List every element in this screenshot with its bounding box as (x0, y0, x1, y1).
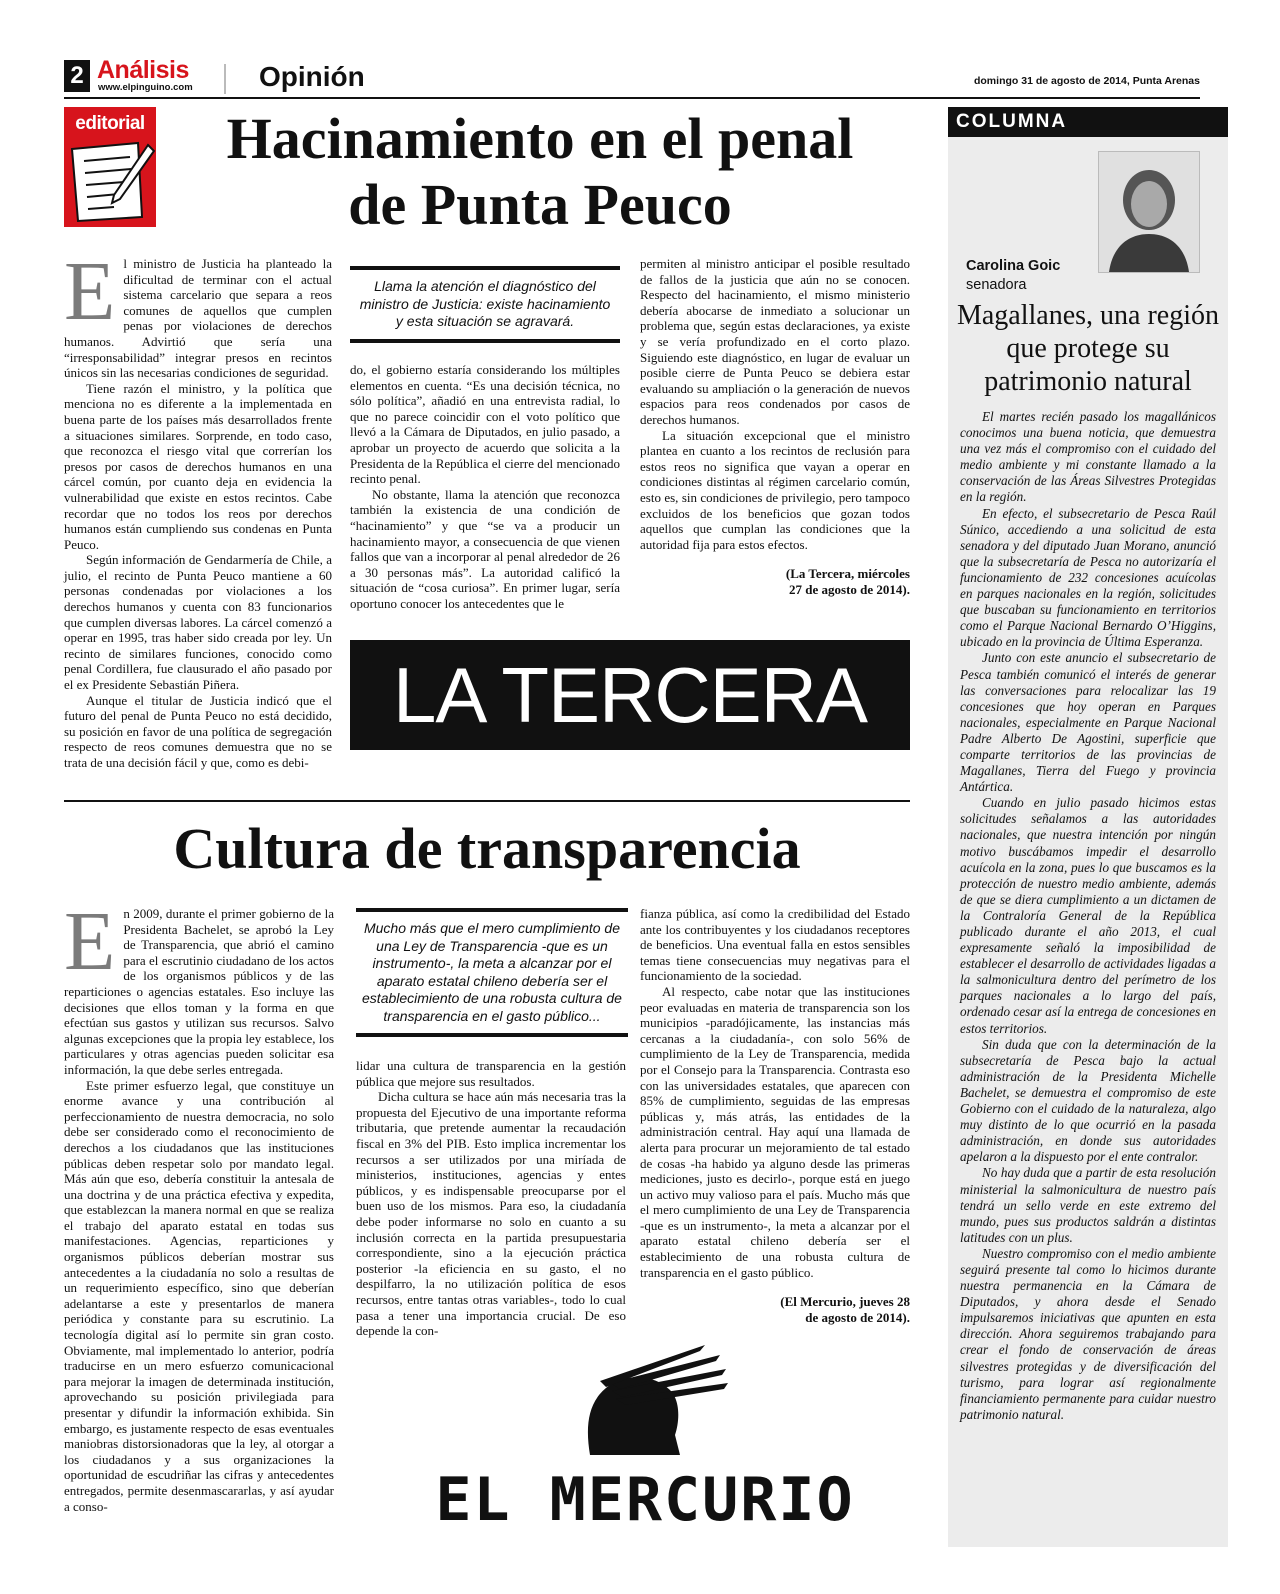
article2-pull-quote: Mucho más que el mero cumplimiento de una Ley de Transparencia -que es un instrumento-, la meta a alcanzar por el aparato estatal chileno debería ser el establecimiento de una robusta cultura de transparencia en el gasto público... (356, 908, 628, 1037)
column-body (960, 409, 1216, 1423)
article1-column-3 (640, 256, 910, 597)
article2-paragraph: Este primer esfuerzo legal, que constituye un enorme avance y una contribución al perfeccionamiento de nuestra democracia, no solo debe ser considerado como el reconocimiento de derechos a los ciudadanos que las instituciones públicas deben respetar solo por mandato legal. Más aún que eso, debería constituir la antesala de una doctrina y de una práctica efectiva y expedita, que establezcan la manera normal en que se realiza el trabajo del aparato estatal en todas sus manifestaciones. Agencias, reparticiones y organismos públicos deberían mostrar sus antecedentes a la ciudadanía no solo a resultas de un requerimiento específico, sino que deberían adelantarse a este y presentarlos de manera periódica y constante para su escrutinio. La tecnología digital así lo permite sin gran costo. Obviamente, mal implementado lo anterior, podría traducirse en un mero esfuerzo comunicacional para mejorar la imagen de determinada institución, aprovechando su posición privilegiada para presentar y difundir la información exhibida. Sin embargo, es justamente respecto de esas eventuales maniobras distorsionadoras que la ley, al otorgar a los ciudadanos y a sus organizaciones la oportunidad de escudriñar las cifras y antecedentes entregados, permite desenmascararlas, y así ayudar a conso- (64, 1077, 334, 1514)
article1-paragraph: do, el gobierno estaría considerando los múltiples elementos en cuenta. “Es una decisión técnica, no sólo política”, añadió en una entrevista radial, lo que no parece coincidir con el voto político que llevó a la Cámara de Diputados, en julio pasado, a aprobar un proyecto de acuerdo que solicita a la Presidenta de la República el cierre del mencionado recinto penal. (350, 362, 620, 487)
article2-column-2 (356, 1058, 626, 1339)
article2-column-1 (64, 895, 334, 1514)
article1-signature-line1: (La Tercera, miércoles (785, 566, 910, 582)
author-photo (1098, 151, 1200, 273)
article1-signature (640, 566, 910, 597)
column-paragraph: El martes recién pasado los magallánicos conocimos una buena noticia, que demuestra una vez más el compromiso con el cuidado del medio ambiente y mi constante llamado a la conservación de las Áreas Silvestres Protegidas en la región. (960, 409, 1216, 505)
article1-paragraph: No obstante, llama la atención que reconozca también la existencia de una condición de “hacinamiento” y que “se va a producir un hacinamiento mayor, a consecuencia de que vienen fallos que van a incorporar al penal alrededor de 26 a 30 personas más”. La autoridad calificó la situación de “cosa curiosa”. En primer lugar, sería oportuno conocer los antecedentes que le (350, 486, 620, 611)
column-paragraph: Nuestro compromiso con el medio ambiente seguirá presente tal como lo hicimos durante nuestra permanencia en la Cámara de Diputados, y ahora desde el Senado impulsaremos iniciativas que apunten en esta dirección. Ahora seguiremos trabajando para crear el fondo de conservación de áreas silvestres protegidas y de diversificación del turismo, para lograr así regionalmente financiamiento permanente para cuidar nuestro patrimonio natural. (960, 1245, 1216, 1422)
la-tercera-logo-text: LA TERCERA (392, 651, 868, 739)
brand-logo: Análisis (97, 56, 189, 84)
article1-paragraph: Tiene razón el ministro, y la política que menciona no es diferente a la implementada en buena parte de los países más desarrollados frente a situaciones similares. Sorprende, en todo caso, que reconozca el riesgo vital que correrían los presos por casos de derechos humanos en una cárcel común, por cuanto deja en evidencia la vulnerabilidad que existe en estos recintos. Cabe recordar que no todos los reos por derechos humanos están cumpliendo sus condenas en Punta Peuco. (64, 380, 332, 552)
article1-paragraph: l ministro de Justicia ha planteado la dificultad de terminar con el actual sistema carcelario que separa a reos comunes de aquellos que cumplen penas por violaciones de derechos humanos. Advirtió que sería una “irresponsabilidad” integrar presos en recintos únicos sin las necesarias condiciones de seguridad. (64, 256, 332, 381)
article1-column-1 (64, 245, 332, 771)
opinion-column (948, 107, 1228, 1547)
mercurio-head-icon (530, 1345, 730, 1465)
article1-signature-line2: 27 de agosto de 2014). (789, 581, 910, 597)
column-paragraph: Sin duda que con la determinación de la subsecretaría de Pesca bajo la actual administración de la Presidenta Michelle Bachelet, se demuestra el compromiso de este Gobierno con el cuidado de la naturaleza, algo muy distinto de lo que ocurrió en la pasada administración, en donde sus autoridades apelaron a la dispuesto por el ente contralor. (960, 1036, 1216, 1165)
page-header (64, 50, 1200, 100)
article1-dropcap: E (64, 245, 116, 338)
article2-title: Cultura de transparencia (173, 816, 801, 881)
page-number: 2 (64, 60, 90, 92)
article1-paragraph: Según información de Gendarmería de Chile, a julio, el recinto de Punta Peuco mantiene a 60 personas condenadas por violaciones a los derechos humanos y cuenta con 83 funcionarios que cumplen diversas labores. La cárcel comenzó a operar en 1995, tras haber sido creada por ley. Un recinto de similares funciones, conocido como penal Cordillera, fue clausurado el año pasado por el ex Presidente Sebastián Piñera. (64, 552, 332, 693)
column-paragraph: No hay duda que a partir de esta resolución ministerial la salmonicultura de nuestro país tendrá un sello verde en este extremo del mundo, pues sus productos saldrán a distintas latitudes con un plus. (960, 1165, 1216, 1245)
section-divider (64, 800, 910, 802)
article2-paragraph: lidar una cultura de transparencia en la gestión pública que mejore sus resultados. (356, 1058, 626, 1089)
article1-paragraph: Aunque el titular de Justicia indicó que el futuro del penal de Punta Peuco no está decidido, su posición en favor de una política de segregación respecto de reos comunes demuestra que no se trata de una decisión fácil y que, como es debi- (64, 692, 332, 770)
article2-signature-line2: de agosto de 2014). (805, 1309, 910, 1325)
column-paragraph: En efecto, el subsecretario de Pesca Raúl Súnico, accediendo a una solicitud de esta senadora y del diputado Juan Morano, anunció que la subsecretaría de Pesca no autorizaría el funcionamiento de 232 concesiones acuícolas en parques nacionales en la región, solicitudes que buscaban su funcionamiento en territorios como el Parque Nacional Bernardo O’Higgins, ubicado en la provincia de Última Esperanza. (960, 505, 1216, 650)
header-divider (224, 64, 226, 94)
article2-paragraph: fianza pública, así como la credibilidad del Estado ante los contribuyentes y los ciudadanos receptores de beneficios. Una eventual falla en estos sensibles temas tiene consecuencias muy negativas para el funcionamiento de la sociedad. (640, 906, 910, 984)
article2-paragraph: Dicha cultura se hace aún más necesaria tras la propuesta del Ejecutivo de una importante reforma tributaria, que pretende aumentar la recaudación fiscal en 3% del PIB. Esto implica incrementar los recursos a ser utilizados por una miríada de ministerios, instituciones, agencias y entes públicos, y es indispensable preocuparse por el buen uso de los mismos. Para eso, la ciudadanía debe poder informarse no solo en cuanto a su inclusión correcta en la partida presupuestaria correspondiente, sino a la ejecución práctica posterior -la eficiencia en su gasto, el no despilfarro, la no utilización política de esos recursos, entre tantas otras variables-, todo lo cual pasa a tener una importancia crucial. De eso depende la con- (356, 1089, 626, 1339)
page-date: domingo 31 de agosto de 2014, Punta Arenas (973, 75, 1200, 87)
column-label: COLUMNA (948, 107, 1228, 137)
article2-paragraph: Al respecto, cabe notar que las instituciones peor evaluadas en materia de transparencia son los municipios -paradójicamente, las instancias más cercanas a la ciudadanía-, con solo 56% de cumplimiento de la Ley de Transparencia, medida por el Consejo para la Transparencia. Contrasta eso con las universidades estatales, que aparecen con 85% de cumplimiento, seguidas de las empresas públicas y, más atrás, las entidades de la administración central. Hay aquí una llamada de alerta para procurar un mejoramiento de tal estado de cosas -ha habido ya alguno desde las primeras mediciones, justo es decirlo-, porque está en juego un activo muy valioso para el país. Mucho más que el mero cumplimiento de una Ley de Transparencia -que es un instrumento-, la meta a alcanzar por el aparato estatal chileno debería ser el establecimiento de una robusta cultura de transparencia en el gasto público. (640, 983, 910, 1280)
article2-dropcap: E (64, 895, 116, 988)
author-portrait-icon (1099, 152, 1199, 272)
la-tercera-logo (350, 640, 910, 750)
editorial-badge (64, 107, 156, 227)
article1-pull-quote: Llama la atención el diagnóstico del ministro de Justicia: existe hacinamiento y esta situación se agravará. (350, 266, 620, 343)
column-paragraph: Cuando en julio pasado hicimos estas solicitudes señalamos a las autoridades nacionales, que nuestra intención por ningún motivo buscábamos impedir el desarrollo acuícola en la zona, pues lo que buscamos es la protección de nuestro medio ambiente, además de que se diera cumplimiento a un dictamen de la Contraloría General de la República publicado durante el año 2013, el cual expresamente señaló la imposibilidad de establecer el desarrollo de actividades ligadas a la salmonicultura dentro del perímetro de los parques nacionales a lo largo del país, ordenado cesar así la entrega de concesiones en estos territorios. (960, 795, 1216, 1036)
section-title: Opinión (259, 61, 365, 92)
notepad-pencil-icon (64, 139, 156, 225)
article1-title-line2: de Punta Peuco (348, 172, 732, 237)
article2-paragraph: n 2009, durante el primer gobierno de la Presidenta Bachelet, se aprobó la Ley de Transparencia, que abrió el camino para el escrutinio ciudadano de los actos de los organismos públicos y de las reparticiones o agencias estatales. Eso incluye las decisiones que ellos toman y la forma en que efectúan sus gastos y utilizan sus recursos. Salvo algunas excepciones que la propia ley establece, los particulares y otras agencias pueden solicitar esa información, la que debe serles entregada. (64, 906, 334, 1077)
article2-signature (640, 1294, 910, 1325)
el-mercurio-logo (380, 1345, 910, 1535)
article2-column-3 (640, 906, 910, 1325)
el-mercurio-logo-text: EL MERCURIO (435, 1465, 855, 1535)
article2-signature-line1: (El Mercurio, jueves 28 (780, 1294, 910, 1310)
article1-column-2 (350, 362, 620, 612)
header-rule (64, 97, 1200, 99)
column-paragraph: Junto con este anuncio el subsecretario de Pesca también comunicó el interés de generar las conversaciones para relocalizar las 19 concesiones que hoy operan en Parques nacionales, especialmente en Parque Nacional Padre Alberto De Agostini, superficie que comparte territorios de las provincias de Magallanes, Tierra del Fuego y provincia Antártica. (960, 650, 1216, 795)
article1-title (170, 106, 910, 238)
article1-paragraph: permiten al ministro anticipar el posible resultado de fallos de la justicia que aún no se conocen. Respecto del hacinamiento, el mismo ministerio debería abocarse de inmediato a solucionar un problema que, según estas declaraciones, ya existe y se vería profundizado en el corto plazo. Siguiendo este diagnóstico, en lugar de evaluar un posible cierre de Punta Peuco se debiera estar evaluando su ampliación o la generación de nuevos espacios para reos condenados por casos de derechos humanos. (640, 256, 910, 427)
column-title: Magallanes, una región que protege su patrimonio natural (956, 300, 1220, 397)
editorial-label: editorial (75, 113, 145, 134)
author-role: senadora (966, 277, 1027, 293)
brand-site: www.elpinguino.com (98, 82, 193, 93)
article1-paragraph: La situación excepcional que el ministro plantea en cuanto a los recintos de reclusión para estos reos no significa que vayan a operar en condiciones distintas al régimen carcelario común, esto es, sin condiciones de privilegio, pero tampoco excluidos de los beneficios que gozan todos aquellos que cumplan las condiciones que la autoridad fija para estos efectos. (640, 427, 910, 552)
article1-title-line1: Hacinamiento en el penal (226, 106, 854, 171)
author-name: Carolina Goic (966, 258, 1061, 274)
